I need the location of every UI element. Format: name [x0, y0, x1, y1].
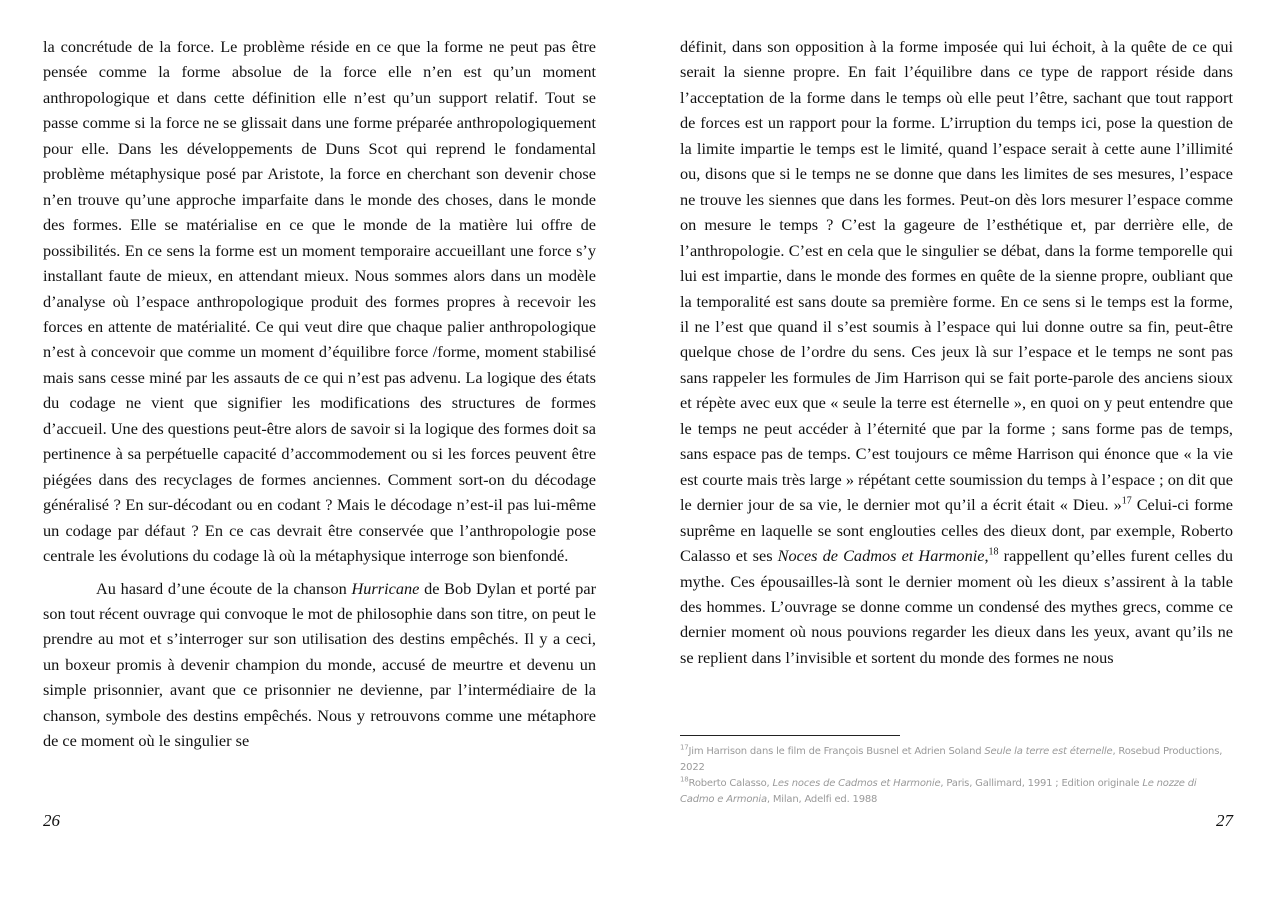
paragraph-text: de Bob Dylan et porté par son tout récent ouvrage qui convoque le mot de philosophie dans son titre, on peut le prendre au mot et s’interroger sur son utilisation des destins empêchés. Il y a ceci, un boxeur promis à devenir champion du monde, accusé de meurtre et devenu un simple prisonnier, avant que ce prisonnier ne devienne, par l’intermédiaire de la chanson, symbole des destins empêchés. Nous y retrouvons comme une métaphore de ce moment où le singulier se	[43, 578, 596, 751]
footnote-text: Roberto Calasso,	[688, 778, 773, 789]
paragraph-text: ,	[984, 546, 989, 566]
paragraph-text: Au hasard d’une écoute de la chanson	[96, 578, 352, 598]
footnote-text: , Paris, Gallimard, 1991 ; Edition originale	[940, 778, 1143, 789]
footnote-reference: 17	[1121, 495, 1132, 507]
footnote-title: Le nozze di Cadmo e Armonia	[680, 778, 1197, 805]
right-page	[680, 34, 1233, 670]
footnotes	[680, 744, 1233, 808]
footnote-number: 17	[680, 743, 689, 752]
footnote-reference: 18	[988, 546, 999, 558]
body-paragraph	[680, 34, 1233, 670]
footnote	[680, 744, 1233, 776]
paragraph-text: définit, dans son opposition à la forme imposée qui lui échoit, à la quête de ce qui serait la sienne propre. En fait l’équilibre dans ce type de rapport réside dans l’acceptation de la forme dans le temps où elle peut l’être, sachant que tout rapport de forces est un rapport pour la forme. L’irruption du temps ici, pose la question de la limite impartie le temps est le limité, quand l’espace serait à cette aune l’illimité ou, disons que si le temps ne se donne que dans les limites de ses mesures, l’espace ne trouve les siennes que dans les formes. Peut-on dès lors mesurer l’espace comme on mesure le temps ? C’est la gageure de l’esthétique et, par derrière elle, de l’anthropologie. C’est en cela que le singulier se débat, dans la forme temporelle qui lui est impartie, dans le monde des formes en quête de la sienne propre, oubliant que la temporalité est sans doute sa première forme. En ce sens si le temps est la forme, il ne l’est que quand il s’est soumis à l’espace qui lui donne outre sa fin, peut-être quelque chose de l’ordre du sens. Ces jeux là sur l’espace et le temps ne sont pas sans rappeler les formules de Jim Harrison qui se fait porte-parole des anciens sioux et répète avec eux que « seule la terre est éternelle », en quoi on y peut entendre que le temps ne peut accéder à l’éternité que par la forme ; sans forme pas de temps, sans espace pas de temps. C’est toujours ce même Harrison qui énonce que « la vie est courte mais très large » répétant cette soumission du temps à l’espace ; on dit que le dernier jour de sa vie, le dernier mot qu’il a écrit était « Dieu. »	[680, 37, 1233, 515]
footnote	[680, 776, 1233, 808]
footnote-number: 18	[680, 775, 689, 784]
page-number-right: 27	[1216, 811, 1233, 830]
song-title: Hurricane	[351, 578, 420, 598]
footnote-text: , Milan, Adelfi ed. 1988	[766, 794, 878, 805]
body-paragraph	[43, 576, 596, 754]
footnote-text: Jim Harrison dans le film de François Busnel et Adrien Soland	[688, 746, 985, 757]
footnote-title: Les noces de Cadmos et Harmonie	[772, 778, 941, 789]
footnote-separator	[680, 735, 900, 736]
book-title: Noces de Cadmos et Harmonie	[777, 546, 985, 566]
left-page	[43, 34, 596, 754]
body-paragraph: la concrétude de la force. Le problème réside en ce que la forme ne peut pas être pensée comme la forme absolue de la force elle n’en est qu’un moment anthropologique et dans cette définition elle n’est qu’un support relatif. Tout se passe comme si la force ne se glissait dans une forme préparée anthropologiquement pour elle. Dans les développements de Duns Scot qui reprend le fondamental problème métaphysique posé par Aristote, la force en cherchant son devenir chose n’en trouve qu’une approche imparfaite dans le monde des choses, dans le monde des formes. Elle se matérialise en ce que le monde de la matière lui offre de possibilités. En ce sens la forme est un moment temporaire accueillant une force s’y installant faute de mieux, en attendant mieux. Nous sommes alors dans un modèle d’analyse où l’espace anthropologique produit des formes propres à recevoir les forces en attente de matérialité. Ce qui veut dire que chaque palier anthropologique n’est à concevoir que comme un moment d’équilibre force /forme, moment stabilisé mais sans cesse miné par les assauts de ce qui n’est pas advenu. La logique des états du codage ne vient que signifier les modifications des structures de formes d’accueil. Une des questions peut-être alors de savoir si la logique des formes doit sa pertinence à sa perpétuelle capacité d’accommodement ou si les forces peuvent être piégées dans des recyclages de formes anciennes. Comment sort-on du décodage généralisé ? En sur-décodant ou en codant ? Mais le décodage n’est-il pas lui-même un codage par défaut ? En ce cas devrait être conservée que l’anthropologie pose centrale les évolutions du codage là où la métaphysique interroge son bienfondé.	[43, 37, 596, 566]
footnote-text: , Rosebud Productions, 2022	[680, 746, 1223, 773]
paragraph-text: Celui-ci forme suprême en laquelle se sont englouties celles des dieux dont, par exemple, Roberto Calasso et ses	[680, 495, 1233, 566]
footnote-title: Seule la terre est éternelle	[984, 746, 1113, 757]
paragraph-text: rappellent qu’elles furent celles du mythe. Ces épousailles-là sont le dernier moment où les dieux s’assirent à la table des hommes. L’ouvrage se donne comme un condensé des mythes grecs, comme ce dernier moment où nous pouvions regarder les dieux dans les yeux, avant qu’ils ne se replient dans l’invisible et sortent du monde des formes ne nous	[680, 546, 1234, 667]
page-number-left: 26	[43, 811, 60, 830]
